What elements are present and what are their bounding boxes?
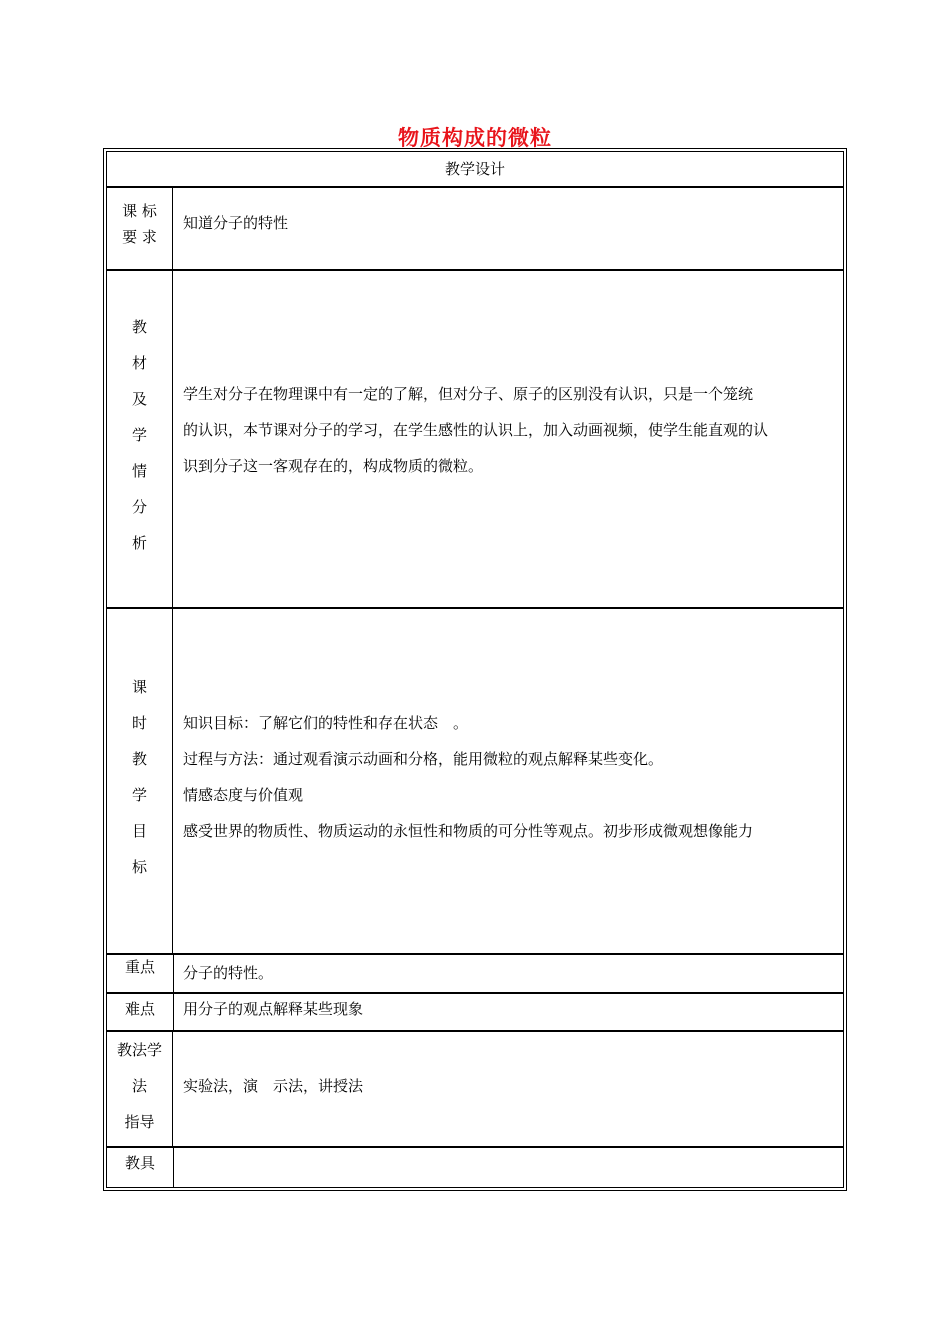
analysis-label-char: 情 [131,462,147,480]
standard-row [106,187,844,270]
tools-label: 教具 [107,1148,174,1187]
standard-label-line: 课 标 [122,202,157,220]
difficulty-label: 难点 [107,994,174,1030]
goals-text [183,705,835,849]
method-text: 实验法，演 示法，讲授法 [183,1077,364,1095]
analysis-label-char: 分 [131,498,147,516]
page-title: 物质构成的微粒 [398,126,552,150]
method-row [106,1031,844,1147]
goals-line: 知识目标：了解它们的特性和存在状态 。 [183,714,469,732]
key-point-label: 重点 [107,955,174,992]
goals-label-char: 课 [131,678,147,696]
analysis-label-char: 及 [131,390,147,408]
goals-label-char: 标 [131,858,147,876]
analysis-row [106,270,844,608]
method-label-line: 指导 [124,1113,155,1131]
analysis-text [183,376,835,484]
goals-line: 过程与方法：通过观看演示动画和分格，能用微粒的观点解释某些变化。 [183,750,664,768]
goals-line: 情感态度与价值观 [183,786,304,804]
analysis-label-char: 教 [131,318,147,336]
analysis-label-char: 学 [131,426,147,444]
goals-label-char: 目 [131,822,147,840]
method-label-line: 教法学 [116,1041,162,1059]
analysis-line: 识到分子这一客观存在的，构成物质的微粒。 [183,457,484,475]
method-label-line: 法 [131,1077,147,1095]
goals-line: 感受世界的物质性、物质运动的永恒性和物质的可分性等观点。初步形成微观想像能力 [183,822,754,840]
goals-label-char: 时 [131,714,147,732]
goals-label-char: 学 [131,786,147,804]
standard-label [107,188,173,269]
analysis-line: 学生对分子在物理课中有一定的了解，但对分子、原子的区别没有认识，只是一个笼统 [183,385,754,403]
analysis-line: 的认识，本节课对分子的学习，在学生感性的认识上，加入动画视频，使学生能直观的认 [183,421,769,439]
standard-label-line: 要 求 [122,228,157,246]
key-point-text: 分子的特性。 [183,964,274,982]
method-label [107,1032,173,1146]
key-point-row [106,954,844,993]
difficulty-text: 用分子的观点解释某些现象 [183,1000,364,1018]
table-header-row [106,151,844,187]
table-header: 教学设计 [444,160,505,178]
goals-label-char: 教 [131,750,147,768]
goals-label [107,609,173,953]
standard-text: 知道分子的特性 [183,214,289,232]
analysis-label [107,271,173,607]
goals-row [106,608,844,954]
analysis-label-char: 材 [131,354,147,372]
analysis-label-char: 析 [131,534,147,552]
difficulty-row [106,993,844,1031]
tools-row [106,1147,844,1188]
